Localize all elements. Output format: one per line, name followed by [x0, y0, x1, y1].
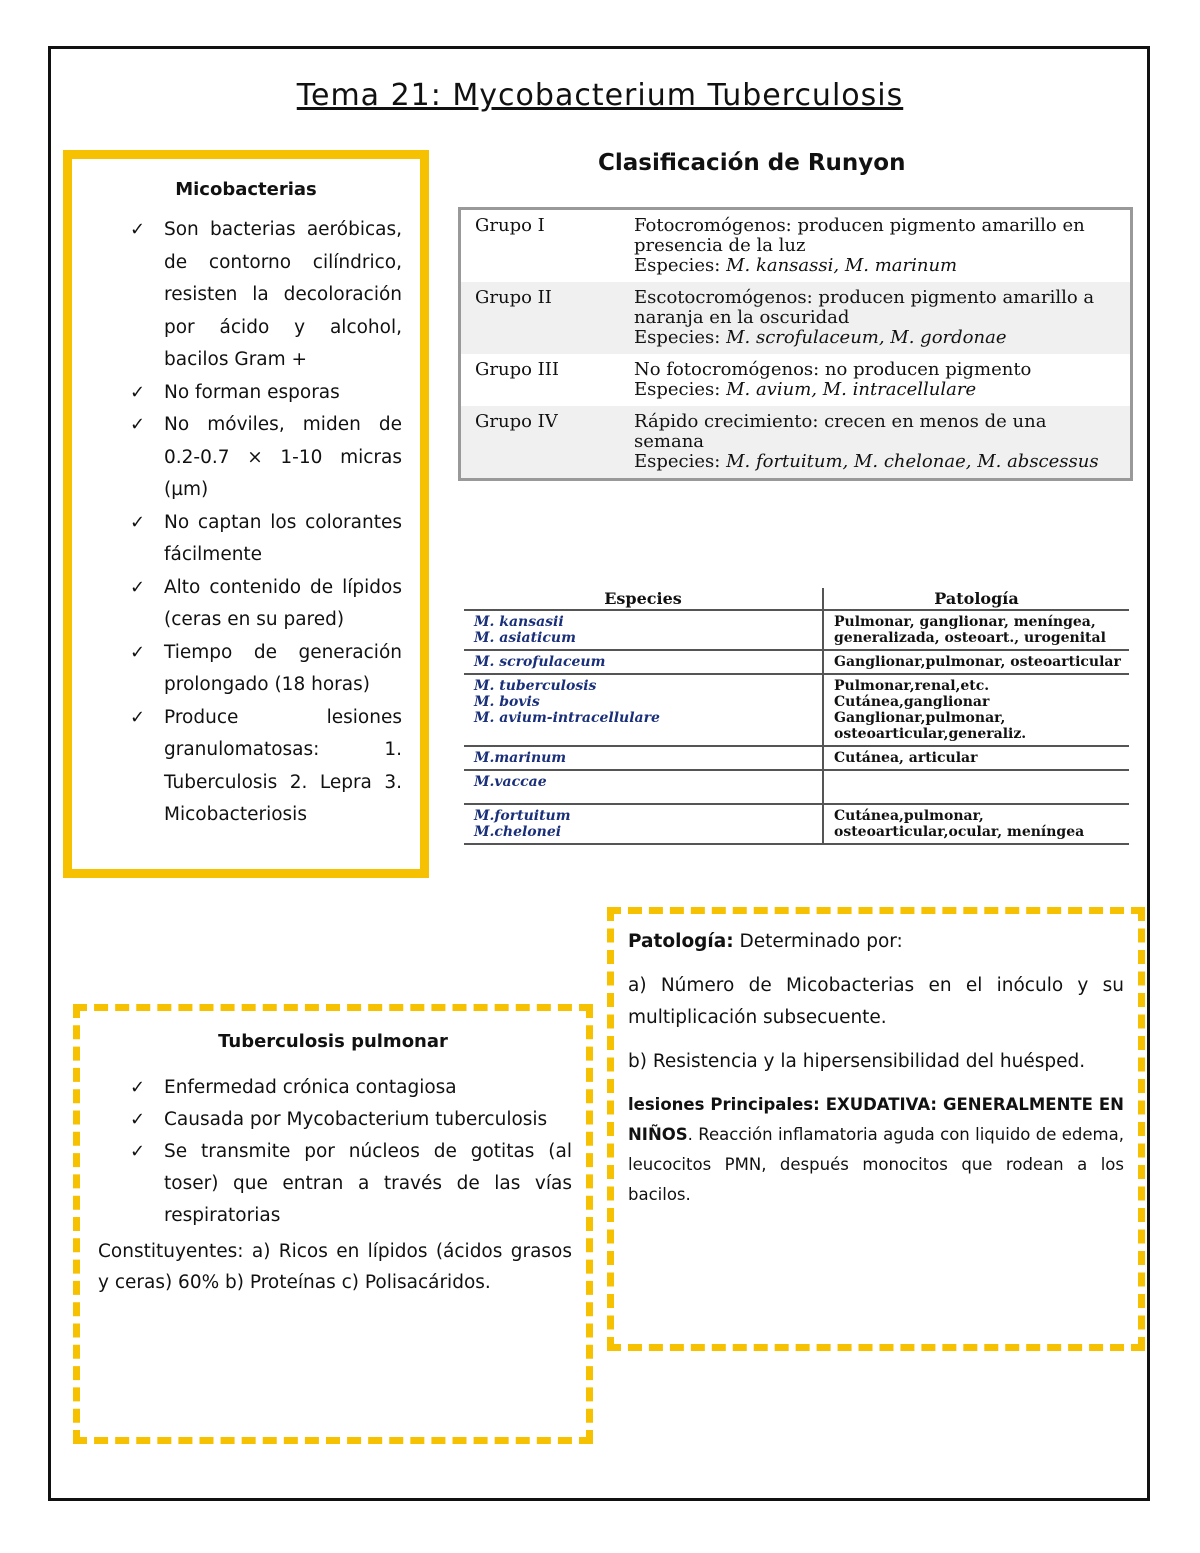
checkmark-icon: ✓ — [130, 219, 146, 240]
patologia-point-b: b) Resistencia y la hipersensibilidad del huésped. — [628, 1051, 1086, 1072]
patologia-intro — [628, 926, 1124, 958]
micobacterias-item-text: Son bacterias aeróbicas, de contorno cilíndrico, resisten la decoloración por ácido y alcohol, bacilos Gram + — [164, 219, 402, 370]
runyon-group: Grupo III — [475, 359, 559, 380]
species-cell: M.marinum — [464, 746, 823, 770]
runyon-species-line — [634, 256, 1120, 276]
tuberculosis-box — [73, 1004, 593, 1444]
species-cell: M. tuberculosis M. bovis M. avium-intracellulare — [464, 674, 823, 746]
tuberculosis-heading: Tuberculosis pulmonar — [218, 1031, 448, 1052]
micobacterias-item-text: Tiempo de generación prolongado (18 horas) — [164, 641, 402, 695]
checkmark-icon: ✓ — [130, 641, 146, 663]
checkmark-icon: ✓ — [130, 706, 146, 728]
runyon-species: M. scrofulaceum, M. gordonae — [726, 327, 1007, 348]
micobacterias-item-text: Alto contenido de lípidos (ceras en su pared) — [164, 576, 402, 630]
micobacterias-item — [90, 507, 402, 572]
page-title: Tema 21: Mycobacterium Tuberculosis — [296, 78, 904, 113]
pathology-cell — [823, 770, 1129, 804]
tuberculosis-item-text: Se transmite por núcleos de gotitas (al toser) que entran a través de las vías respiratorias — [164, 1141, 572, 1226]
runyon-table — [458, 207, 1133, 481]
runyon-desc-text: Escotocromógenos: producen pigmento amarillo a naranja en la oscuridad — [634, 287, 1095, 328]
pathology-cell: Ganglionar,pulmonar, osteoarticular — [823, 650, 1129, 674]
micobacterias-item — [90, 214, 402, 377]
constituents-paragraph — [98, 1236, 572, 1298]
runyon-species-label: Especies: — [634, 379, 721, 400]
checkmark-icon: ✓ — [130, 576, 146, 598]
runyon-species-line — [634, 452, 1120, 472]
runyon-species-label: Especies: — [634, 451, 721, 472]
micobacterias-item — [90, 572, 402, 637]
micobacterias-list — [90, 214, 402, 832]
constituents-text: a) Ricos en lípidos (ácidos grasos y ceras) 60% b) Proteínas c) Polisacáridos. — [98, 1241, 572, 1293]
checkmark-icon: ✓ — [130, 1141, 146, 1162]
runyon-species-line — [634, 328, 1120, 348]
micobacterias-item-text: No captan los colorantes fácilmente — [164, 511, 402, 565]
runyon-species: M. fortuitum, M. chelonae, M. abscessus — [726, 451, 1099, 472]
lesions-paragraph — [628, 1090, 1124, 1210]
runyon-species-label: Especies: — [634, 327, 721, 348]
species-cell: M.vaccae — [464, 770, 823, 804]
runyon-species: M. kansassi, M. marinum — [726, 255, 958, 276]
micobacterias-item-text: No forman esporas — [164, 381, 340, 403]
species-row — [464, 746, 1129, 770]
runyon-group: Grupo I — [475, 215, 545, 236]
patologia-box — [607, 907, 1145, 1351]
micobacterias-box — [63, 150, 429, 878]
constituents-label: Constituyentes: — [98, 1241, 244, 1262]
runyon-description — [620, 282, 1132, 354]
tuberculosis-list — [94, 1072, 572, 1232]
micobacterias-item-text: Produce lesiones granulomatosas: 1. Tuberculosis 2. Lepra 3. Micobacteriosis — [164, 706, 402, 825]
patologia-label: Patología: — [628, 931, 734, 952]
runyon-title: Clasificación de Runyon — [598, 150, 906, 176]
micobacterias-heading: Micobacterias — [175, 179, 317, 200]
species-row — [464, 770, 1129, 804]
runyon-row — [460, 354, 1132, 406]
species-cell: M. scrofulaceum — [464, 650, 823, 674]
tuberculosis-item — [94, 1104, 572, 1136]
tuberculosis-item-text: Causada por Mycobacterium tuberculosis — [164, 1109, 548, 1130]
runyon-desc-text: No fotocromógenos: no producen pigmento — [634, 359, 1032, 380]
runyon-species-line — [634, 380, 1120, 400]
runyon-group: Grupo IV — [460, 406, 621, 480]
tuberculosis-item — [94, 1072, 572, 1104]
runyon-row — [460, 209, 1132, 283]
runyon-desc-text: Rápido crecimiento: crecen en menos de una semana — [634, 411, 1047, 452]
runyon-row — [460, 282, 1132, 354]
species-row — [464, 650, 1129, 674]
micobacterias-item — [90, 702, 402, 832]
species-cell: M. kansasii M. asiaticum — [464, 610, 823, 650]
micobacterias-item — [90, 637, 402, 702]
runyon-group: Grupo II — [460, 282, 621, 354]
pathology-cell: Cutánea, articular — [823, 746, 1129, 770]
checkmark-icon: ✓ — [130, 381, 146, 403]
micobacterias-item — [90, 377, 402, 410]
checkmark-icon: ✓ — [130, 1077, 146, 1098]
runyon-description — [620, 209, 1132, 283]
checkmark-icon: ✓ — [130, 1109, 146, 1130]
runyon-description — [620, 354, 1132, 406]
patologia-point-a: a) Número de Micobacterias en el inóculo y su multiplicación subsecuente. — [628, 975, 1124, 1028]
species-table — [464, 588, 1129, 845]
lesions-label: lesiones Principales: — [628, 1095, 820, 1114]
checkmark-icon: ✓ — [130, 511, 146, 533]
species-row — [464, 804, 1129, 844]
species-cell: M.fortuitum M.chelonei — [464, 804, 823, 844]
lesions-text: . Reacción inflamatoria aguda con liquido de edema, leucocitos PMN, después monocitos que rodean a los bacilos. — [628, 1125, 1124, 1204]
runyon-species: M. avium, M. intracellulare — [726, 379, 977, 400]
lesions-bold: EXUDATIVA: GENERALMENTE EN NIÑOS — [628, 1095, 1124, 1144]
micobacterias-item — [90, 409, 402, 507]
checkmark-icon: ✓ — [130, 414, 146, 435]
tuberculosis-item — [94, 1136, 572, 1232]
species-row — [464, 674, 1129, 746]
pathology-cell: Pulmonar, ganglionar, meníngea, generalizada, osteoart., urogenital — [823, 610, 1129, 650]
patologia-intro-text: Determinado por: — [733, 931, 903, 952]
tuberculosis-item-text: Enfermedad crónica contagiosa — [164, 1077, 457, 1098]
species-row — [464, 610, 1129, 650]
species-header: Especies — [464, 588, 823, 610]
runyon-desc-text: Fotocromógenos: producen pigmento amarillo en presencia de la luz — [634, 215, 1085, 256]
runyon-species-label: Especies: — [634, 255, 721, 276]
pathology-cell: Cutánea,pulmonar, osteoarticular,ocular, meníngea — [823, 804, 1129, 844]
micobacterias-item-text: No móviles, miden de 0.2-0.7 × 1-10 micras (µm) — [164, 414, 402, 500]
runyon-row — [460, 406, 1132, 480]
runyon-description — [620, 406, 1132, 480]
pathology-header: Patología — [823, 588, 1129, 610]
pathology-cell: Pulmonar,renal,etc. Cutánea,ganglionar Ganglionar,pulmonar, osteoarticular,generaliz. — [823, 674, 1129, 746]
